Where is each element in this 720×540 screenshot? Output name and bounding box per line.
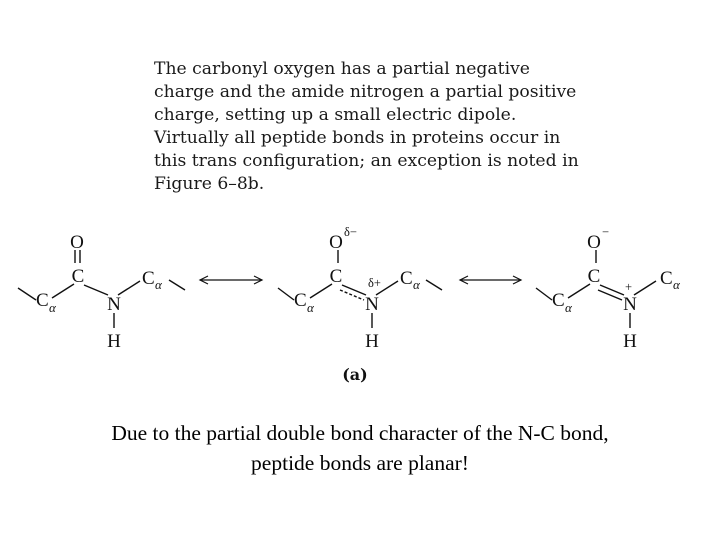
alpha-subscript: α [155, 277, 162, 292]
alpha-subscript: α [673, 277, 680, 292]
alpha-subscript: α [49, 300, 56, 315]
amide-nitrogen: N [107, 294, 121, 315]
bond [118, 281, 140, 295]
partial-bond [340, 290, 364, 300]
bottom-caption-line: Due to the partial double bond character of the N-C bond, [111, 421, 609, 445]
caption-line: this trans configuration; an exception is noted in [154, 151, 579, 171]
negative-charge: − [602, 225, 610, 239]
bond [536, 288, 552, 300]
oxygen-atom: O [329, 232, 343, 253]
oxygen-atom: O [587, 232, 601, 253]
double-headed-arrow-icon [200, 276, 262, 284]
caption-line: The carbonyl oxygen has a partial negative [154, 59, 530, 79]
caption-line: Figure 6–8b. [154, 174, 265, 194]
panel-label: (a) [342, 365, 368, 384]
bond [600, 285, 624, 295]
carbonyl-carbon: C [71, 266, 85, 287]
alpha-carbon: C [294, 290, 307, 311]
carbonyl-carbon: C [587, 266, 601, 287]
alpha-carbon: C [36, 290, 49, 311]
double-headed-arrow-icon [460, 276, 521, 284]
oxygen-atom: O [70, 232, 84, 253]
alpha-subscript: α [565, 300, 572, 315]
amide-hydrogen: H [623, 331, 637, 352]
alpha-carbon: C [660, 268, 673, 289]
amide-nitrogen: N [623, 294, 637, 315]
bond [278, 288, 294, 300]
bottom-caption-line: peptide bonds are planar! [251, 451, 469, 475]
delta-minus-charge: δ− [344, 225, 357, 239]
delta-plus-charge: δ+ [368, 276, 381, 290]
caption-line: charge and the amide nitrogen a partial positive [154, 82, 577, 102]
amide-hydrogen: H [365, 331, 379, 352]
alpha-carbon: C [552, 290, 565, 311]
amide-hydrogen: H [107, 331, 121, 352]
alpha-subscript: α [307, 300, 314, 315]
bond [634, 281, 656, 295]
bond [18, 288, 36, 300]
caption-line: charge, setting up a small electric dipole. [154, 105, 517, 125]
carbonyl-carbon: C [329, 266, 343, 287]
amide-nitrogen: N [365, 294, 379, 315]
alpha-subscript: α [413, 277, 420, 292]
alpha-carbon: C [400, 268, 413, 289]
bond [598, 290, 622, 300]
positive-charge: + [625, 280, 633, 294]
bond [169, 280, 185, 290]
bond [84, 285, 108, 295]
alpha-carbon: C [142, 268, 155, 289]
bottom-caption [0, 418, 720, 478]
bond [426, 280, 442, 290]
caption-line: Virtually all peptide bonds in proteins occur in [154, 128, 561, 148]
bond [342, 285, 366, 295]
